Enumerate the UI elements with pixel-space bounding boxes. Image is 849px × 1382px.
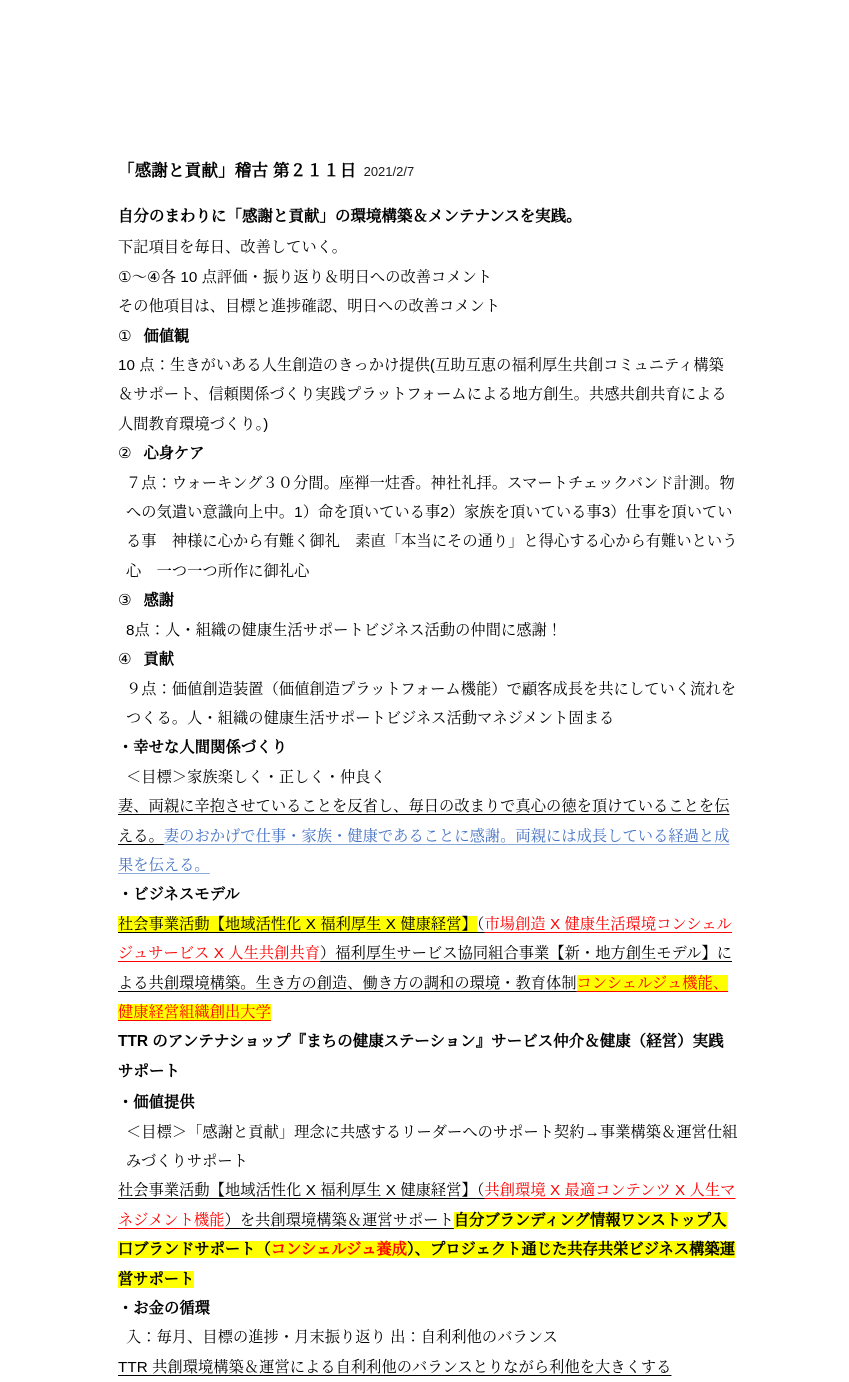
text-run-0: 社会事業活動【地域活性化 X 福利厚生 X 健康経営】 <box>118 1182 477 1200</box>
intro-line-3: その他項目は、目標と進捗確認、明日への改善コメント <box>118 298 501 316</box>
intro-heading: 自分のまわりに「感謝と貢献」の環境構築＆メンテナンスを実践。 <box>118 208 582 225</box>
text-run-2: 市場創造 X 健康生活環境コンシェルジュサービス X 人生共創共育 <box>118 915 732 963</box>
text-run-0: TTR 共創環境構築＆運営による自利利他のバランスとりながら利他を大きくする <box>118 1358 672 1376</box>
intro-line-2: ①〜④各 10 点評価・振り返り＆明日への改善コメント <box>118 268 493 286</box>
text-run-2: 共創環境 X 最適コンテンツ X 人生マネジメント機能 <box>118 1182 736 1229</box>
block-goal-value-offer: ＜目標＞「感謝と貢献」理念に共感するリーダーへのサポート契約→事業構築＆運営仕組みづくりサポート <box>126 1123 738 1170</box>
section-heading-4 <box>118 645 738 674</box>
block-heading-relationships: ・幸せな人間関係づくり <box>118 739 288 757</box>
text-run-1: 妻のおかげで仕事・家族・健康であることに感謝。両親には成長している経過と成果を伝える。 <box>118 827 730 874</box>
section-label-3: 感謝 <box>143 592 174 610</box>
text-run-1: （ <box>476 915 485 933</box>
section-heading-3 <box>118 586 738 615</box>
text-run-4: コンシェルジュ機能、健康経営組織創出大学 <box>118 974 729 1021</box>
text-run-3: ）を共創環境構築＆運営サポート <box>224 1211 454 1229</box>
block-runs-value-offer <box>118 1176 738 1294</box>
text-run-3: ）福利厚生サービス協同組合事業【新・地方創生モデル】による共創環境構築。生き方の創造、働き方の調和の環境・教育体制 <box>118 945 733 992</box>
text-run-4: 自分ブランディング情報ワンストップ入口ブランドサポート <box>118 1211 727 1259</box>
page-title: 「感謝と貢献」稽古 第２１１日 <box>118 162 357 180</box>
block-runs-money-flow <box>118 1353 738 1382</box>
section-marker-1: ① <box>118 327 132 345</box>
intro-line-1: 下記項目を毎日、改善していく。 <box>118 239 348 257</box>
section-body-4: ９点：価値創造装置（価値創造プラットフォーム機能）で顧客成長を共にしていく流れをつくる。人・組織の健康生活サポートビジネス活動マネジメント固まる <box>126 680 736 727</box>
document-title-row <box>118 160 738 182</box>
section-body-3: 8点：人・組織の健康生活サポートビジネス活動の仲間に感謝！ <box>126 621 563 639</box>
section-marker-4: ④ <box>118 651 132 669</box>
section-marker-3: ③ <box>118 592 132 610</box>
section-body-2: ７点：ウォーキング３０分間。座禅一炷香。神社礼拝。スマートチェックバンド計測。物への気遣い意識向上中。1）命を頂いている事2）家族を頂いている事3）仕事を頂いている事 神様に心から有難く御礼 素直「本当にその通り」と得心する心から有難いという心 一つ一つ所作に御礼心 <box>126 474 738 580</box>
text-run-1: （ <box>476 1182 485 1200</box>
section-heading-2 <box>118 439 738 468</box>
block-plain-money-flow: 入：毎月、目標の進捗・月末振り返り 出：自利利他のバランス <box>126 1329 558 1347</box>
section-label-2: 心身ケア <box>143 445 205 463</box>
section-body-1: 10 点：生きがいある人生創造のきっかけ提供(互助互恵の福利厚生共創コミュニティ構築＆サポート、信頼関係づくり実践プラットフォームによる地方創生。共感共創共育による人間教育環境づくり。) <box>118 357 727 433</box>
block-heading-value-offer: ・価値提供 <box>118 1094 195 1112</box>
text-run-6: コンシェルジュ養成 <box>270 1241 408 1259</box>
text-run-0: 妻、両親に辛抱させていることを反省し、毎日の改まりで真心の徳を頂けていることを伝える。 <box>118 798 730 845</box>
block-goal-relationships: ＜目標＞家族楽しく・正しく・仲良く <box>126 768 386 786</box>
text-run-5: （ <box>255 1241 271 1259</box>
section-label-1: 価値観 <box>143 327 190 345</box>
section-heading-1 <box>118 322 738 351</box>
text-run-7: ）、プロジェクト通じた共存共栄ビジネス構築運営サポート <box>118 1241 736 1288</box>
section-label-4: 貢献 <box>143 651 174 669</box>
text-run-0: 社会事業活動【地域活性化 X 福利厚生 X 健康経営】 <box>118 915 477 933</box>
block-heading-money-flow: ・お金の循環 <box>118 1300 211 1318</box>
section-marker-2: ② <box>118 445 132 463</box>
document-date: 2021/2/7 <box>363 164 415 179</box>
block-runs-relationships <box>118 792 738 880</box>
block-heading-business-model: ・ビジネスモデル <box>118 886 240 904</box>
block-runs-business-model <box>118 910 738 1028</box>
block-trailing-business-model: TTR のアンテナショップ『まちの健康ステーション』サービス仲介＆健康（経営）実践サポート <box>118 1033 724 1080</box>
document-body <box>118 160 738 1382</box>
